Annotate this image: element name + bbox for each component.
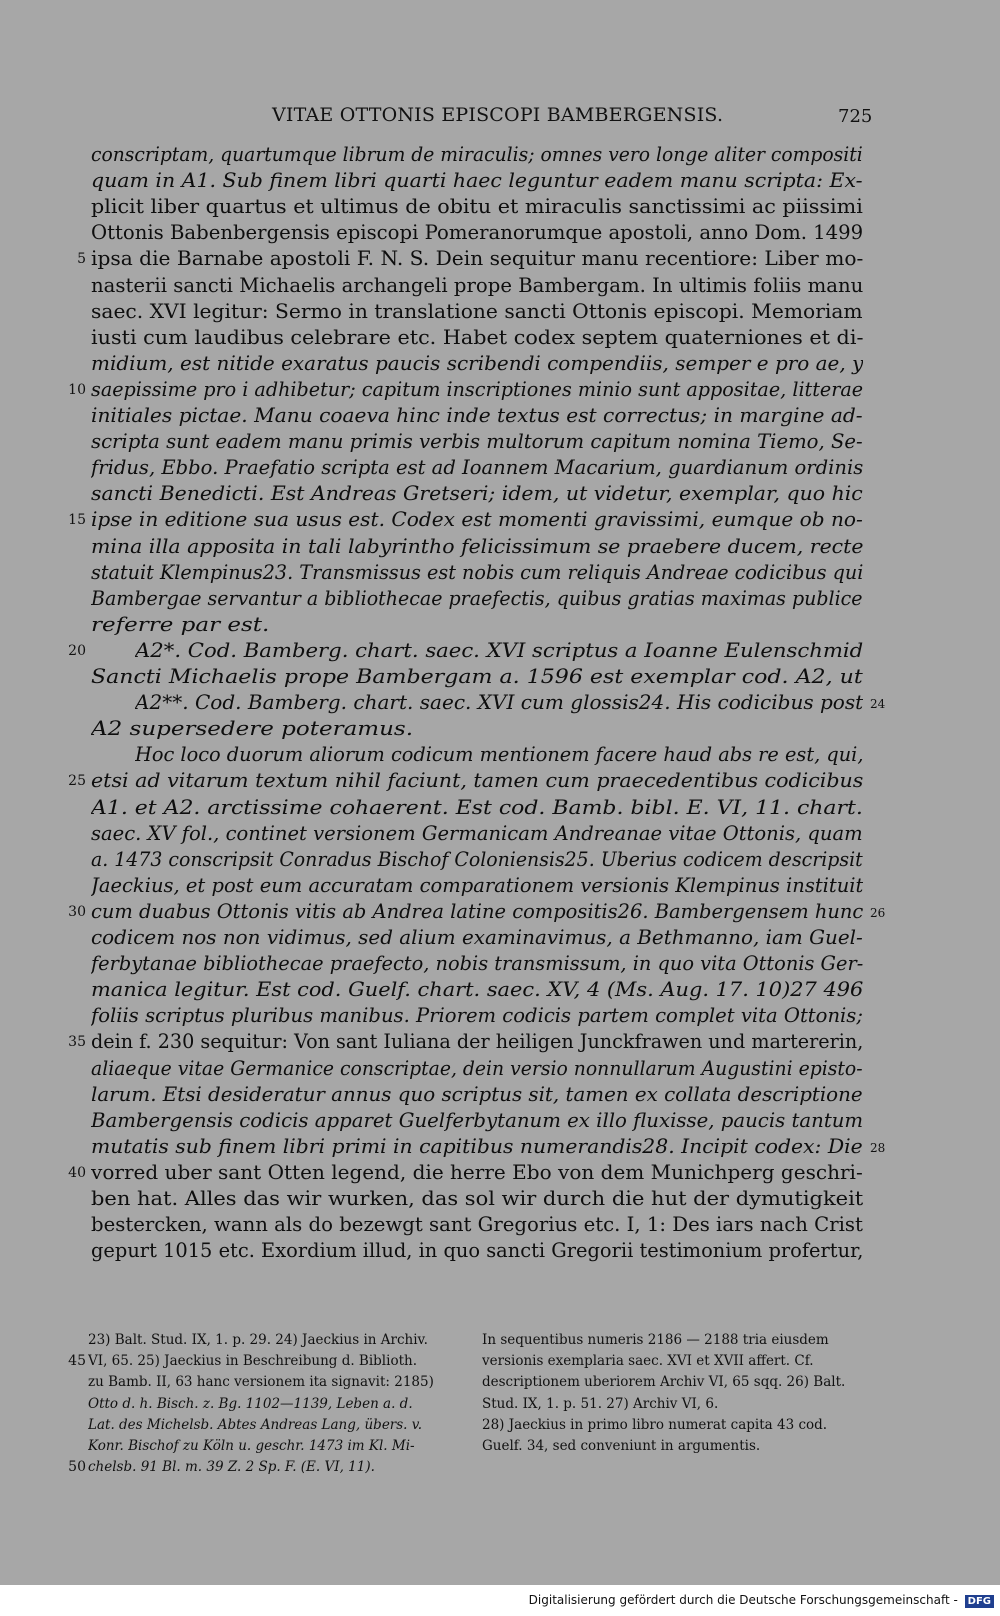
text-line: plicit liber quartus et ultimus de obitu et miraculis sanctissimi ac piissimi	[91, 194, 863, 219]
text-line: Hoc loco duorum aliorum codicum mentionem facere haud abs re est, qui,	[135, 742, 863, 767]
text-line: Sancti Michaelis prope Bambergam a. 1596 est exemplar cod. A2, ut	[91, 664, 863, 688]
text-line: codicem nos non vidimus, sed alium examinavimus, a Bethmanno, iam Guel-	[91, 925, 863, 949]
text-line: Jaeckius, et post eum accuratam comparationem versionis Klempinus instituit	[91, 872, 863, 897]
text-line: initiales pictae. Manu coaeva hinc inde textus est correctus; in margine ad-	[91, 403, 863, 427]
text-line: ipsa die Barnabe apostoli F. N. S. Dein sequitur manu recentiore: Liber mo-	[91, 246, 863, 271]
footnote-line: Guelf. 34, sed conveniunt in argumentis.	[482, 1438, 761, 1454]
text-line: mutatis sub finem libri primi in capitibus numerandis28. Incipit codex: Die	[91, 1133, 863, 1158]
footnote-line: versionis exemplaria saec. XVI et XVII affert. Cf.	[482, 1353, 814, 1370]
margin-line-number: 25	[68, 773, 86, 790]
text-line: quam in A1. Sub finem libri quarti haec leguntur eadem manu scripta: Ex-	[91, 168, 863, 193]
margin-line-number: 10	[68, 381, 86, 398]
margin-line-number: 35	[68, 1034, 86, 1051]
digitization-credit	[529, 1593, 994, 1608]
margin-marker: 26	[870, 905, 886, 920]
text-line: sancti Benedicti. Est Andreas Gretseri; idem, ut videtur, exemplar, quo hic	[91, 481, 863, 506]
text-line: A2 supersedere poteramus.	[91, 716, 414, 741]
text-line: nasterii sancti Michaelis archangeli prope Bambergam. In ultimis foliis manu	[91, 272, 863, 297]
footnote-line: In sequentibus numeris 2186 — 2188 tria eiusdem	[482, 1332, 829, 1348]
text-line: vorred uber sant Otten legend, die herre Ebo von dem Munichperg geschri-	[91, 1159, 863, 1184]
text-line: ipse in editione sua usus est. Codex est momenti gravissimi, eumque ob no-	[91, 507, 863, 532]
text-line: ferbytanae bibliothecae praefecto, nobis transmissum, in quo vita Ottonis Ger-	[91, 951, 863, 976]
footnote-line: Otto d. h. Bisch. z. Bg. 1102—1139, Leben a. d.	[88, 1395, 413, 1412]
dfg-logo: DFG	[965, 1595, 994, 1608]
footnote-line: Konr. Bischof zu Köln u. geschr. 1473 im Kl. Mi-	[88, 1438, 415, 1454]
text-line: A2**. Cod. Bamberg. chart. saec. XVI cum glossis24. His codicibus post	[135, 690, 863, 715]
text-line: a. 1473 conscripsit Conradus Bischof Coloniensis25. Uberius codicem descripsit	[91, 846, 863, 871]
margin-line-number: 40	[68, 1164, 86, 1181]
margin-line-number: 30	[68, 903, 86, 920]
margin-line-number: 20	[68, 642, 86, 659]
text-line: scripta sunt eadem manu primis verbis multorum capitum nomina Tiemo, Se-	[91, 429, 863, 454]
text-line: Ottonis Babenbergensis episcopi Pomeranorumque apostoli, anno Dom. 1499	[91, 220, 863, 245]
running-header	[0, 104, 1000, 132]
text-line: Bambergensis codicis apparet Guelferbytanum ex illo fluxisse, paucis tantum	[91, 1107, 863, 1132]
margin-marker: 28	[870, 1140, 886, 1155]
margin-line-number: 15	[68, 512, 86, 529]
text-line: A1. et A2. arctissime cohaerent. Est cod. Bamb. bibl. E. VI, 11. chart.	[91, 794, 863, 819]
text-line: cum duabus Ottonis vitis ab Andrea latine compositis26. Bambergensem hunc	[91, 898, 863, 923]
text-line: mina illa apposita in tali labyrintho felicissimum se praebere ducem, recte	[91, 533, 863, 558]
text-line: saec. XV fol., continet versionem Germanicam Andreanae vitae Ottonis, quam	[91, 820, 863, 845]
footnote-line: descriptionem uberiorem Archiv VI, 65 sqq. 26) Balt.	[482, 1374, 846, 1391]
text-line: ben hat. Alles das wir wurken, das sol wir durch die hut der dymutigkeit	[91, 1186, 863, 1210]
text-line: statuit Klempinus23. Transmissus est nobis cum reliquis Andreae codicibus qui	[91, 559, 863, 584]
text-line: saec. XVI legitur: Sermo in translatione sancti Ottonis episcopi. Memoriam	[91, 298, 863, 323]
text-line: iusti cum laudibus celebrare etc. Habet codex septem quaterniones et di-	[91, 324, 863, 349]
text-line: conscriptam, quartumque librum de miraculis; omnes vero longe aliter compositi	[91, 142, 863, 166]
credit-text: Digitalisierung gefördert durch die Deutsche Forschungsgemeinschaft -	[528, 1593, 958, 1607]
footnote-line-number: 50	[68, 1459, 86, 1476]
margin-marker: 24	[870, 697, 886, 712]
text-line: aliaeque vitae Germanice conscriptae, dein versio nonnullarum Augustini episto-	[91, 1055, 863, 1080]
page-number: 725	[838, 106, 873, 127]
text-line: A2*. Cod. Bamberg. chart. saec. XVI scriptus a Ioanne Eulenschmid	[135, 637, 863, 662]
footnote-line: zu Bamb. II, 63 hanc versionem ita signavit: 2185)	[88, 1374, 434, 1391]
text-line: fridus, Ebbo. Praefatio scripta est ad Ioannem Macarium, guardianum ordinis	[91, 455, 863, 480]
text-line: saepissime pro i adhibetur; capitum inscriptiones minio sunt appositae, litterae	[91, 376, 863, 401]
footnote-line: 28) Jaeckius in primo libro numerat capita 43 cod.	[482, 1416, 828, 1433]
text-line: larum. Etsi desideratur annus quo scriptus sit, tamen ex collata descriptione	[91, 1081, 863, 1106]
text-line: dein f. 230 sequitur: Von sant Iuliana der heiligen Junckfrawen und martererin,	[91, 1029, 863, 1054]
text-line: Bambergae servantur a bibliothecae praefectis, quibus gratias maximas publice	[91, 585, 863, 610]
text-line: manica legitur. Est cod. Guelf. chart. saec. XV, 4 (Ms. Aug. 17. 10)27 496	[91, 977, 863, 1002]
text-line: foliis scriptus pluribus manibus. Priorem codicis partem complet vita Ottonis;	[91, 1003, 863, 1028]
text-line: etsi ad vitarum textum nihil faciunt, tamen cum praecedentibus codicibus	[91, 768, 863, 793]
margin-line-number: 5	[77, 251, 86, 268]
footnote-line: Lat. des Michelsb. Abtes Andreas Lang, übers. v.	[88, 1416, 423, 1433]
footnote-line: VI, 65. 25) Jaeckius in Beschreibung d. Biblioth.	[88, 1353, 417, 1370]
footnote-line: chelsb. 91 Bl. m. 39 Z. 2 Sp. F. (E. VI, 11).	[88, 1459, 375, 1476]
text-line: gepurt 1015 etc. Exordium illud, in quo sancti Gregorii testimonium profertur,	[91, 1238, 863, 1263]
footnote-line: Stud. IX, 1. p. 51. 27) Archiv VI, 6.	[482, 1395, 719, 1412]
text-line: referre par est.	[91, 611, 270, 636]
footnote-line: 23) Balt. Stud. IX, 1. p. 29. 24) Jaeckius in Archiv.	[88, 1332, 428, 1348]
running-title: VITAE OTTONIS EPISCOPI BAMBERGENSIS.	[272, 104, 724, 126]
text-line: midium, est nitide exaratus paucis scribendi compendiis, semper e pro ae, y	[91, 350, 863, 375]
text-line: bestercken, wann als do bezewgt sant Gregorius etc. I, 1: Des iars nach Crist	[91, 1212, 863, 1237]
footnote-line-number: 45	[68, 1353, 86, 1370]
